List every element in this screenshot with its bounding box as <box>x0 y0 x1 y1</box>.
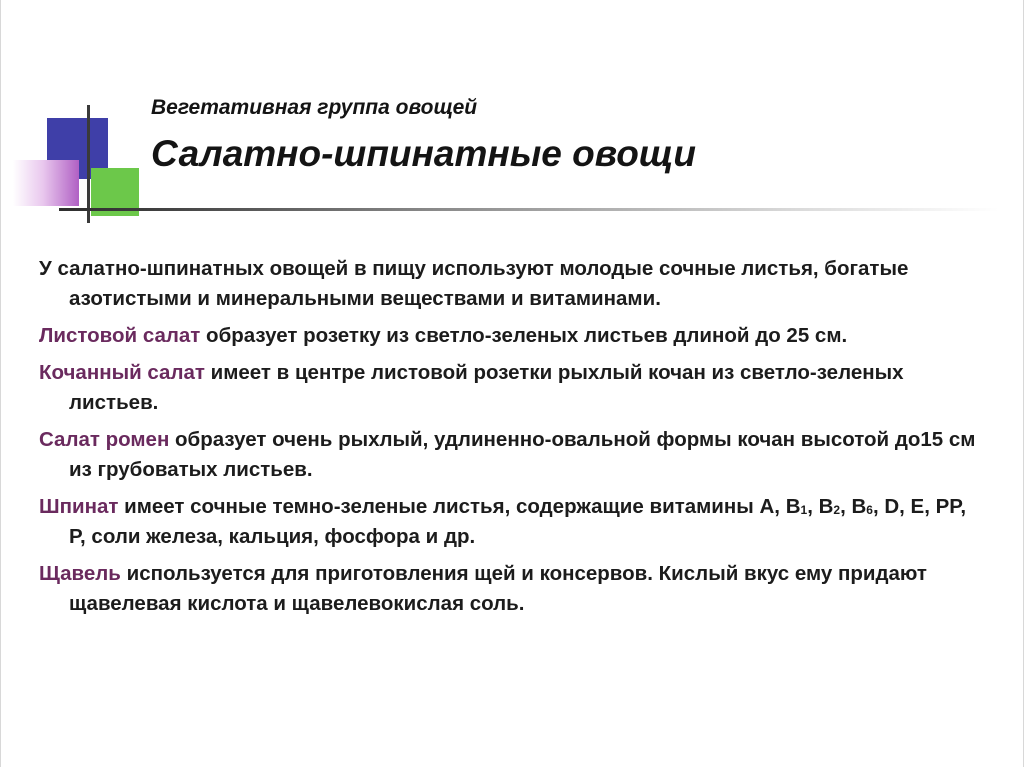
term-sorrel: Щавель <box>39 562 121 585</box>
subscript: 2 <box>833 503 841 517</box>
decorative-pink-gradient-square <box>13 160 79 206</box>
item-text: образует очень рыхлый, удлиненно-овальной формы кочан высотой до15 см из грубоватых листьев. <box>69 428 976 481</box>
item-text: используется для приготовления щей и консервов. Кислый вкус ему придают щавелевая кислота и щавелевокислая соль. <box>69 562 927 615</box>
list-item <box>39 559 979 619</box>
term-spinach: Шпинат <box>39 495 119 518</box>
decorative-vertical-line <box>87 105 90 223</box>
title-underline <box>59 208 999 211</box>
item-text-sep: , В <box>840 495 867 518</box>
subscript: 1 <box>800 503 808 517</box>
slide-subtitle: Вегетативная группа овощей <box>151 96 478 119</box>
item-text-sep: , В <box>807 495 834 518</box>
list-item <box>39 492 979 552</box>
term-romaine: Салат ромен <box>39 428 170 451</box>
item-text: имеет сочные темно-зеленые листья, содержащие витамины А, В <box>118 495 801 518</box>
slide-title: Салатно-шпинатные овощи <box>151 133 696 174</box>
slide-body <box>39 254 979 626</box>
list-item <box>39 358 979 418</box>
subscript: 6 <box>866 503 873 517</box>
item-text: , D, E, PP, P, соли железа, кальция, фосфора и др. <box>69 495 967 548</box>
item-text: имеет в центре листовой розетки рыхлый кочан из светло-зеленых листьев. <box>69 361 904 414</box>
item-text: образует розетку из светло-зеленых листьев длиной до 25 см. <box>200 324 848 347</box>
list-item <box>39 321 979 351</box>
intro-paragraph: У салатно-шпинатных овощей в пищу используют молодые сочные листья, богатые азотистыми и минеральными веществами и витаминами. <box>39 257 909 310</box>
list-item <box>39 425 979 485</box>
term-leaf-lettuce: Листовой салат <box>39 324 201 347</box>
term-head-lettuce: Кочанный салат <box>39 361 205 384</box>
